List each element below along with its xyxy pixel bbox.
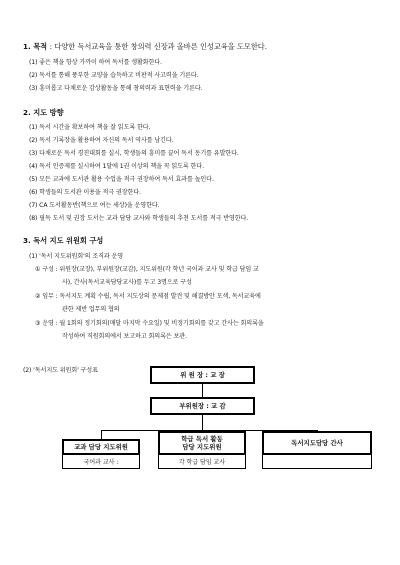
section-1-item: (1) 좋은 책을 항상 가까이 하여 독서를 생활화한다. [29,59,162,66]
section-2-item: (7) CA 도서활동반(책으로 여는 세상)을 운영한다. [29,202,160,209]
section-2-item: (3) 다채로운 독서 경진대회를 실시, 학생들의 흥미를 끌어 독서 동기를 유발한다. [29,150,239,157]
section-3-line: ① 구성 : 위원장(교장), 부위원장(교감), 지도위원(각 학년 국어과 교사 및 학급 담임 교 [35,266,259,273]
section-1-title: 1. 목적 [23,42,48,51]
section-2-heading: 2. 지도 방향 [23,108,64,117]
section-2-item: (4) 독서 인증제를 실시하여 1달에 1권 이상의 책을 꼭 읽도록 한다. [29,163,204,170]
section-1-item: (2) 독서를 통해 풍부한 교양을 습득하고 비판적 사고력을 기른다. [29,72,199,79]
section-3-line: ② 임무 : 독서지도 계획 수립, 독서 지도상의 문제점 발견 및 해결방안 모색, 독서교육에 [35,293,261,300]
org-connector [101,430,102,439]
section-2-item: (5) 모든 교과에 도서관 활용 수업을 적극 권장하여 독서 효과를 높인다. [29,176,214,183]
section-3-line: 작성하여 직원회의에서 보고하고 회의록은 보관. [62,333,187,340]
org-chair-box: 위 원 장 : 교 장 [150,366,255,384]
section-1-heading [23,42,267,52]
org-class-committee-line2: 담당 지도위원 [182,443,222,451]
org-subject-committee-box: 교과 담당 지도위원 [62,439,140,455]
org-class-committee-line1: 학급 독서 활동 [181,435,223,443]
section-2-item: (8) 필독 도서 및 권장 도서는 교과 담당 교사와 학생들의 추천 도서를 적극 반영한다. [29,215,249,222]
org-class-committee-members: 각 학급 담임 교사 [158,455,246,469]
org-class-committee-box [158,431,246,455]
org-subject-committee-members: 국어과 교사 : [62,455,140,469]
section-3-sub1: (1) '독서 지도위원회'의 조직과 운영 [29,253,124,260]
section-3-line: 사), 간사(독서교육담당교사)를 두고 3명으로 구성 [62,279,192,286]
section-2-item: (2) 독서 기록장을 활용하여 자신의 독서 역사를 남긴다. [29,137,174,144]
section-3-line: 관한 제반 업무의 협의 [62,306,120,313]
org-connector [202,384,203,397]
section-1-item: (3) 흥미롭고 다채로운 감상활동을 통해 창의력과 표현력을 기른다. [29,85,203,92]
org-connector [202,415,203,430]
section-3-sub2: (2) '독서지도 위원회' 구성표 [23,367,98,374]
org-secretary-box: 독서지도담당 간사 [262,431,372,455]
section-1-purpose: : 다양한 독서교육을 통한 창의력 신장과 올바른 인성교육을 도모한다. [49,42,268,51]
section-3-heading: 3. 독서 지도 위원회 구성 [23,236,104,245]
section-2-item: (1) 독서 시간을 확보하여 책을 잘 읽도록 한다. [29,124,151,131]
org-secretary-members [262,455,372,469]
org-vice-box: 부위원장 : 교 감 [150,397,255,415]
section-2-item: (6) 학생들의 도서관 이용을 적극 권장한다. [29,189,141,196]
section-3-line: ③ 운영 : 월 1회의 정기회의(매달 마지막 수요일) 및 비정기회의를 갖고 간사는 회의록을 [35,320,264,327]
